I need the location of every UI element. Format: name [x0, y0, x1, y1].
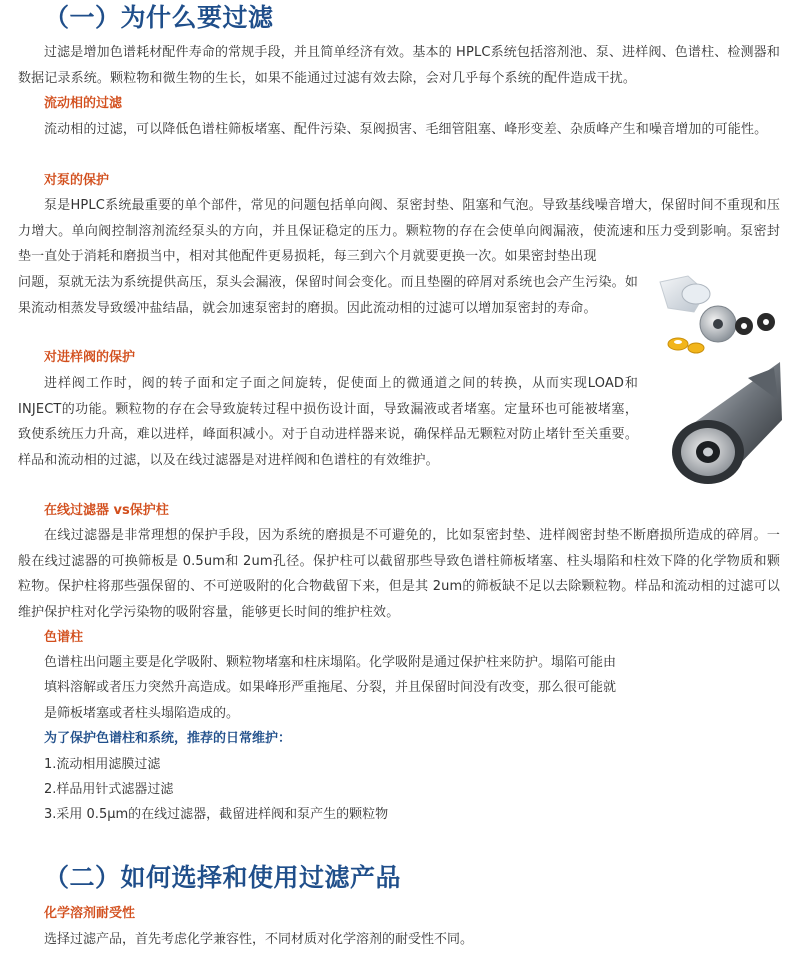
pump-paragraph-full: 泵是HPLC系统最重要的单个部件，常见的问题包括单向阀、泵密封垫、阻塞和气泡。导致基线噪音增大，保留时间不重现和压力增大。单向阀控制溶剂流经泵头的方向，并且保证稳定的压力。颗粒物的存在会使单向阀漏液，使流速和压力受到影响。泵密封垫一直处于消耗和磨损当中，相对其他配件更易损耗，每三到六个月就要更换一次。如果密封垫出现 — [18, 198, 780, 264]
maintenance-item: 1.流动相用滤膜过滤 — [44, 757, 161, 772]
heading-daily-maintenance: 为了保护色谱柱和系统，推荐的日常维护： — [44, 731, 292, 746]
section-title-why-filter: （一）为什么要过滤 — [44, 3, 274, 32]
maintenance-item: 2.样品用针式滤器过滤 — [44, 782, 174, 797]
column-line-1: 色谱柱出问题主要是化学吸附、颗粒物堵塞和柱床塌陷。化学吸附是通过保护柱来防护。塌陷可能由 — [44, 655, 617, 670]
heading-valve-protection: 对进样阀的保护 — [44, 350, 136, 365]
heading-chemical-compatibility: 化学溶剂耐受性 — [44, 906, 136, 921]
section-title-how-to-choose: （二）如何选择和使用过滤产品 — [44, 863, 402, 892]
intro-paragraph: 过滤是增加色谱耗材配件寿命的常规手段，并且简单经济有效。基本的 HPLC系统包括溶剂池、泵、进样阀、色谱柱、检测器和数据记录系统。颗粒物和微生物的生长，如果不能通过过滤有效去除，会对几乎每个系统的配件造成干扰。 — [18, 45, 780, 86]
maintenance-item: 3.采用 0.5μm的在线过滤器，截留进样阀和泵产生的颗粒物 — [44, 807, 389, 822]
column-line-2: 填料溶解或者压力突然升高造成。如果峰形严重拖尾、分裂，并且保留时间没有改变，那么很可能就 — [44, 680, 617, 695]
pump-paragraph-continued: 问题，泵就无法为系统提供高压，泵头会漏液，保留时间会变化。而且垫圈的碎屑对系统也会产生污染。如果流动相蒸发导致缓冲盐结晶，就会加速泵密封的磨损。因此流动相的过滤可以增加泵密封的寿命。 — [18, 275, 638, 316]
inline-filter-paragraph: 在线过滤器是非常理想的保护手段，因为系统的磨损是不可避免的，比如泵密封垫、进样阀密封垫不断磨损所造成的碎屑。一般在线过滤器的可换筛板是 0.5um和 2um孔径。保护柱可以截留那些导致色谱柱筛板堵塞、柱头塌陷和柱效下降的化学物质和颗粒物。保护柱将那些强保留的、不可逆吸附的化合物截留下来，但是其 2um的筛板缺不足以去除颗粒物。样品和流动相的过滤可以维护保护柱对化学污染物的吸附容量，能够更长时间的维护柱效。 — [18, 528, 780, 620]
valve-paragraph: 进样阀工作时，阀的转子面和定子面之间旋转，促使面上的微通道之间的转换，从而实现LOAD和 INJECT的功能。颗粒物的存在会导致旋转过程中损伤设计面，导致漏液或者堵塞。定量环也可能被堵塞，致使系统压力升高，难以进样，峰面积减小。对于自动进样器来说，确保样品无颗粒对防止堵针至关重要。样品和流动相的过滤，以及在线过滤器是对进样阀和色谱柱的有效维护。 — [18, 376, 638, 468]
heading-mobile-phase-filtration: 流动相的过滤 — [44, 96, 123, 111]
mobile-phase-paragraph: 流动相的过滤，可以降低色谱柱筛板堵塞、配件污染、泵阀损害、毛细管阻塞、峰形变差、杂质峰产生和噪音增加的可能性。 — [44, 122, 768, 137]
heading-inline-filter-vs-guard: 在线过滤器 vs保护柱 — [44, 503, 169, 518]
injection-valve-photo — [662, 360, 782, 490]
chemical-compatibility-paragraph: 选择过滤产品，首先考虑化学兼容性，不同材质对化学溶剂的耐受性不同。 — [44, 932, 474, 947]
heading-pump-protection: 对泵的保护 — [44, 173, 110, 188]
column-line-3: 是筛板堵塞或者柱头塌陷造成的。 — [44, 706, 240, 721]
check-valve-parts-photo — [648, 272, 782, 360]
heading-column: 色谱柱 — [44, 630, 84, 645]
